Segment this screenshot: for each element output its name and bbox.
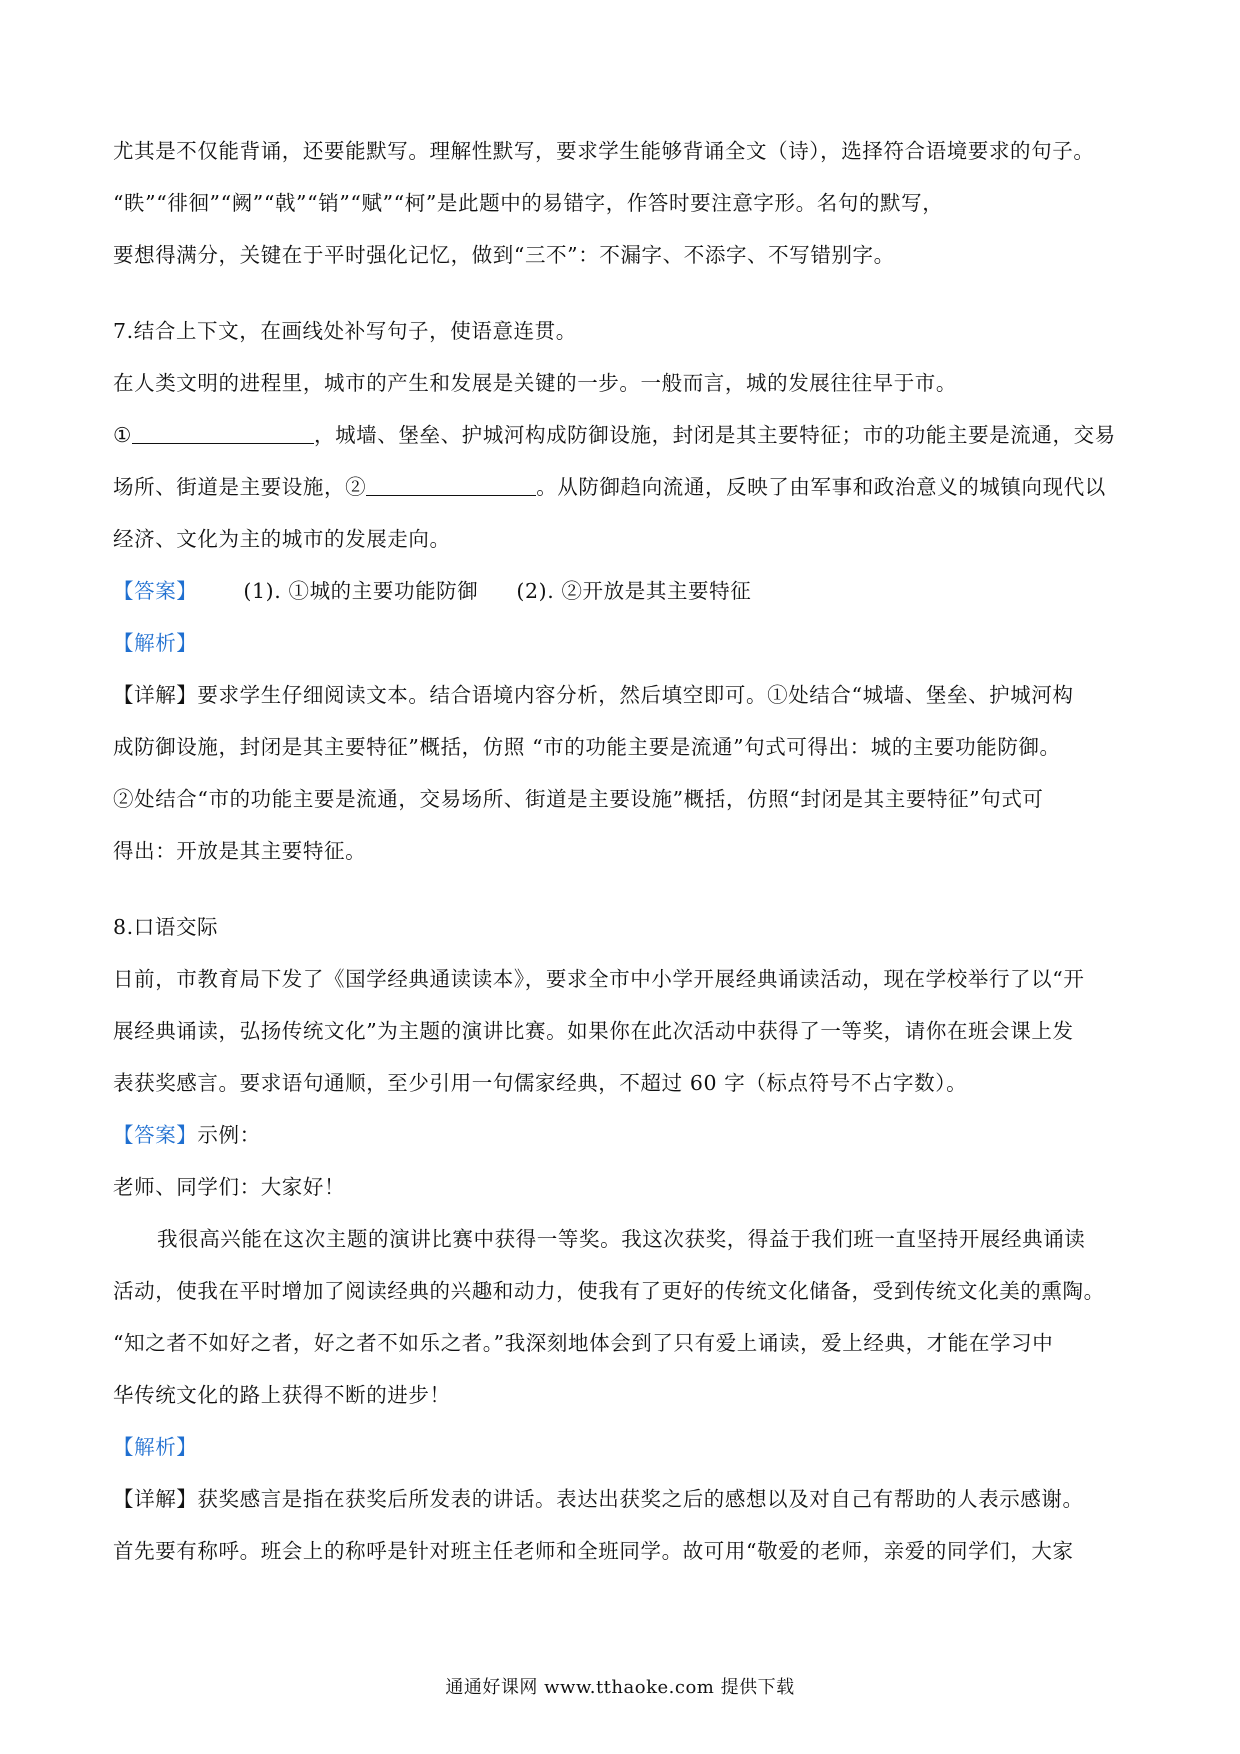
detail-text: 要求学生仔细阅读文本。结合语境内容分析，然后填空即可。①处结合“城墙、堡垒、护城河构 [197, 683, 1074, 707]
q7-line-2-text: ，城墙、堡垒、护城河构成防御设施，封闭是其主要特征；市的功能主要是流通，交易 [313, 423, 1116, 447]
fill-blank-2 [366, 475, 536, 496]
q7-title: 7.结合上下文，在画线处补写句子，使语意连贯。 [113, 319, 577, 343]
q8-title: 8.口语交际 [113, 915, 219, 939]
speech-line-1: 我很高兴能在这次主题的演讲比赛中获得一等奖。我这次获奖，得益于我们班一直坚持开展经典诵读 [157, 1227, 1086, 1251]
q7-line-3-text-b: 。从防御趋向流通，反映了由军事和政治意义的城镇向现代以 [536, 475, 1106, 499]
q7-detail-4: 得出：开放是其主要特征。 [113, 839, 367, 863]
q8-detail-1 [113, 1486, 1133, 1512]
q8-analysis [113, 1434, 1133, 1460]
detail-tag: 【详解】 [113, 1487, 198, 1511]
q7-analysis [113, 630, 1133, 656]
blank1-mark: ① [113, 423, 132, 447]
q7-detail-1 [113, 682, 1133, 708]
q8-prompt-3: 表获奖感言。要求语句通顺，至少引用一句儒家经典，不超过 60 字（标点符号不占字数）。 [113, 1071, 968, 1095]
q7-detail-3: ②处结合“市的功能主要是流通，交易场所、街道是主要设施”概括，仿照“封闭是其主要特征”句式可 [113, 787, 1044, 811]
q7-line-4: 经济、文化为主的城市的发展走向。 [113, 527, 451, 551]
prev-line-1: 尤其是不仅能背诵，还要能默写。理解性默写，要求学生能够背诵全文（诗），选择符合语境要求的句子。 [113, 139, 1095, 163]
q7-line-2 [113, 422, 1133, 448]
q7-line-3-text-a: 场所、街道是主要设施，② [113, 475, 367, 499]
document-page [113, 138, 1133, 1590]
q7-detail-2: 成防御设施，封闭是其主要特征”概括，仿照 “市的功能主要是流通”句式可得出：城的主要功能防御。 [113, 735, 1061, 759]
q7-intro: 在人类文明的进程里，城市的产生和发展是关键的一步。一般而言，城的发展往往早于市。 [113, 371, 957, 395]
speech-line-4: 华传统文化的路上获得不断的进步！ [113, 1383, 451, 1407]
answer-tag: 【答案】 [113, 1123, 198, 1147]
q7-line-3 [113, 474, 1133, 500]
answer-intro: 示例： [197, 1123, 261, 1147]
greeting: 老师、同学们：大家好！ [113, 1175, 346, 1199]
analysis-tag: 【解析】 [113, 631, 198, 655]
speech-line-2: 活动，使我在平时增加了阅读经典的兴趣和动力，使我有了更好的传统文化储备，受到传统文化美的熏陶。 [113, 1279, 1105, 1303]
q8-answer [113, 1122, 1133, 1148]
detail-tag: 【详解】 [113, 683, 198, 707]
fill-blank-1 [132, 423, 314, 444]
speech-line-3: “知之者不如好之者，好之者不如乐之者。”我深刻地体会到了只有爱上诵读，爱上经典，才能在学习中 [113, 1331, 1054, 1355]
q8-prompt-1: 日前，市教育局下发了《国学经典通读读本》，要求全市中小学开展经典诵读活动，现在学校举行了以“开 [113, 967, 1085, 991]
q7-answer [113, 578, 1133, 604]
prev-line-3: 要想得满分，关键在于平时强化记忆，做到“三不”：不漏字、不添字、不写错别字。 [113, 243, 895, 267]
answer-tag: 【答案】 [113, 579, 198, 603]
answer-item-1: (1). ①城的主要功能防御 [243, 579, 479, 603]
page-footer: 通通好课网 www.tthaoke.com 提供下载 [445, 1677, 795, 1698]
detail-text: 获奖感言是指在获奖后所发表的讲话。表达出获奖之后的感想以及对自己有帮助的人表示感谢。 [197, 1487, 1084, 1511]
q8-detail-2: 首先要有称呼。班会上的称呼是针对班主任老师和全班同学。故可用“敬爱的老师，亲爱的同学们，大家 [113, 1539, 1074, 1563]
analysis-tag: 【解析】 [113, 1435, 198, 1459]
answer-item-2: (2). ②开放是其主要特征 [516, 579, 752, 603]
q8-prompt-2: 展经典诵读，弘扬传统文化”为主题的演讲比赛。如果你在此次活动中获得了一等奖，请你在班会课上发 [113, 1019, 1074, 1043]
prev-line-2: “眣”“徘徊”“阙”“戟”“销”“赋”“柯”是此题中的易错字，作答时要注意字形。名句的默写， [113, 191, 944, 215]
